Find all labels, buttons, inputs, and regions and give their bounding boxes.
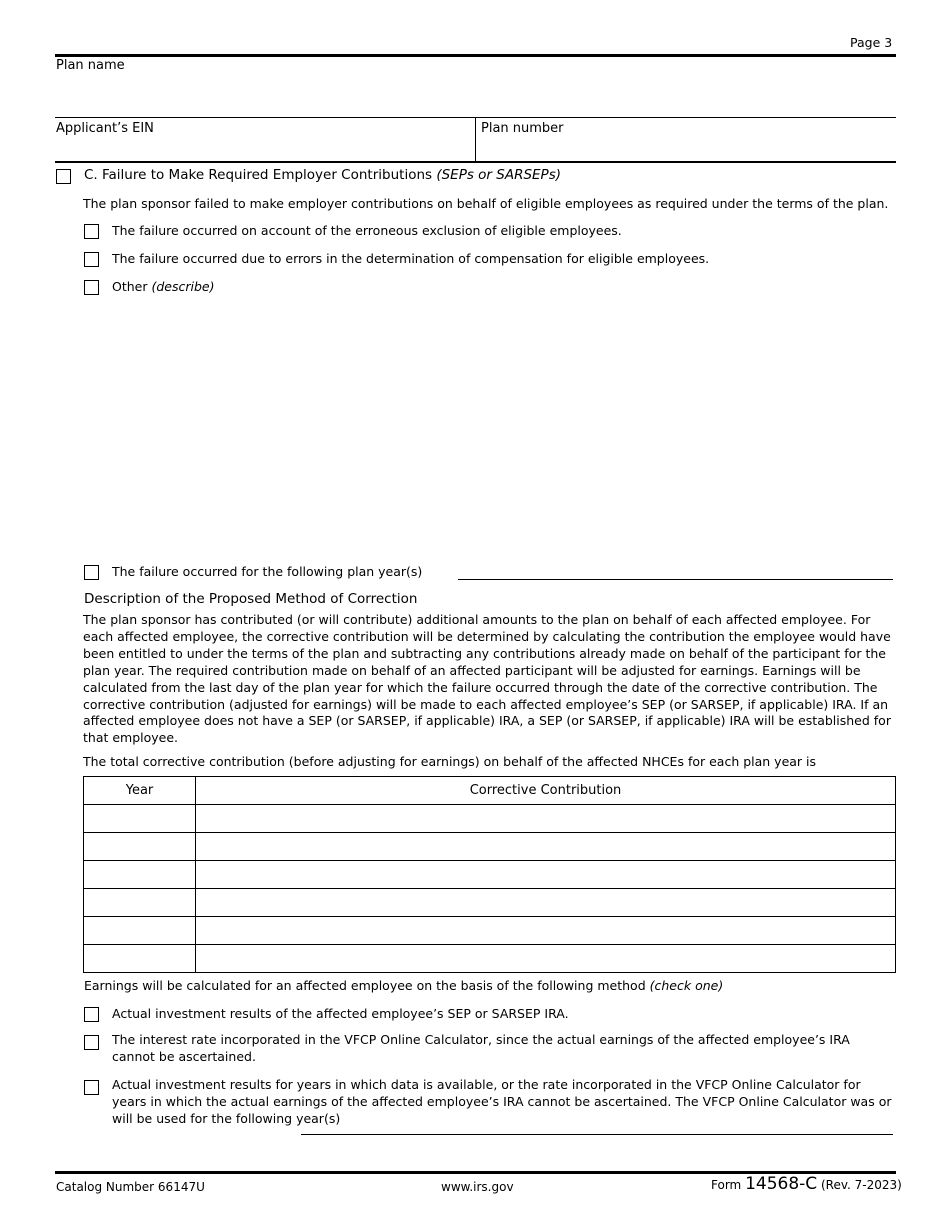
- identifiers-bottom-rule: [55, 161, 896, 163]
- table-row: [84, 861, 896, 889]
- actual-results-label: Actual investment results of the affected employee’s SEP or SARSEP IRA.: [112, 1006, 569, 1021]
- earnings-intro-text: Earnings will be calculated for an affected employee on the basis of the following method: [84, 978, 646, 993]
- plan-year-field[interactable]: [458, 558, 893, 578]
- plan-year-underline: [458, 579, 893, 580]
- year-cell[interactable]: [84, 889, 196, 917]
- earnings-intro-note: (check one): [649, 978, 724, 993]
- catalog-number: Catalog Number 66147U: [56, 1180, 205, 1194]
- plan-number-label: Plan number: [481, 121, 564, 136]
- plan-name-label: Plan name: [56, 58, 125, 73]
- header-rule: [55, 54, 896, 57]
- ein-label: Applicant’s EIN: [56, 121, 154, 136]
- exclusion-checkbox[interactable]: [84, 224, 99, 239]
- table-row: [84, 945, 896, 973]
- year-column-header: Year: [84, 777, 196, 805]
- contribution-cell[interactable]: [196, 917, 896, 945]
- correction-heading: Description of the Proposed Method of Correction: [84, 591, 418, 607]
- contribution-cell[interactable]: [196, 805, 896, 833]
- total-contribution-line: The total corrective contribution (before adjusting for earnings) on behalf of the affected NHCEs for each plan year is: [83, 754, 817, 769]
- table-row: [84, 833, 896, 861]
- contribution-cell[interactable]: [196, 889, 896, 917]
- contribution-cell[interactable]: [196, 945, 896, 973]
- ein-plan-number-divider: [475, 118, 476, 161]
- section-c-title-text: C. Failure to Make Required Employer Contributions: [84, 167, 433, 183]
- table-row: [84, 805, 896, 833]
- section-c-title: [84, 167, 561, 183]
- other-option-label: [112, 279, 215, 295]
- form-number: 14568-C: [745, 1174, 818, 1194]
- compensation-checkbox[interactable]: [84, 252, 99, 267]
- contribution-column-header: Corrective Contribution: [196, 777, 896, 805]
- vfcp-years-underline: [301, 1134, 893, 1135]
- section-c-intro: The plan sponsor failed to make employer contributions on behalf of eligible employees as required under the terms of the plan.: [83, 196, 889, 211]
- exclusion-option-label: The failure occurred on account of the erroneous exclusion of eligible employees.: [112, 223, 622, 238]
- plan-year-label: The failure occurred for the following plan year(s): [112, 564, 423, 579]
- year-cell[interactable]: [84, 805, 196, 833]
- section-c-title-note: (SEPs or SARSEPs): [436, 167, 562, 183]
- table-header-row: [84, 777, 896, 805]
- page-number: Page 3: [850, 35, 893, 50]
- plan-year-checkbox[interactable]: [84, 565, 99, 580]
- other-label-note: (describe): [151, 279, 215, 294]
- other-label-text: Other: [112, 279, 148, 294]
- year-cell[interactable]: [84, 833, 196, 861]
- combined-method-label: Actual investment results for years in which data is available, or the rate incorporated in the VFCP Online Calculator for years in which the actual earnings of the affected employee’s IRA cannot be ascertained. The VFCP Online Calculator was or will be used for the following year(s): [112, 1077, 892, 1126]
- plan-number-field[interactable]: [478, 138, 894, 160]
- other-checkbox[interactable]: [84, 280, 99, 295]
- vfcp-years-field[interactable]: [301, 1114, 893, 1134]
- correction-paragraph: The plan sponsor has contributed (or will contribute) additional amounts to the plan on behalf of each affected employee. For each affected employee, the corrective contribution will be determined by calculating the contribution the employee would have been entitled to under the terms of the plan and subtracting any contributions already made on behalf of the participant for the plan year. The required contribution made on behalf of an affected participant will be adjusted for earnings. Earnings will be calculated from the last day of the plan year for which the failure occurred through the date of the corrective contribution. The corrective contribution (adjusted for earnings) will be made to each affected employee’s SEP (or SARSEP, if applicable) IRA. If an affected employee does not have a SEP (or SARSEP, if applicable) IRA, a SEP (or SARSEP, if applicable) IRA will be established for that employee.: [83, 612, 891, 746]
- actual-results-checkbox[interactable]: [84, 1007, 99, 1022]
- corrective-contribution-table: [83, 776, 896, 973]
- year-cell[interactable]: [84, 861, 196, 889]
- combined-method-checkbox[interactable]: [84, 1080, 99, 1095]
- ein-field[interactable]: [55, 138, 473, 160]
- contribution-cell[interactable]: [196, 861, 896, 889]
- table-row: [84, 917, 896, 945]
- form-revision: (Rev. 7-2023): [820, 1178, 902, 1192]
- irs-website: www.irs.gov: [441, 1180, 514, 1194]
- vfcp-rate-checkbox[interactable]: [84, 1035, 99, 1050]
- other-description-area[interactable]: [112, 300, 894, 555]
- vfcp-rate-label: The interest rate incorporated in the VFCP Online Calculator, since the actual earnings of the affected employee’s IRA cannot be ascertained.: [112, 1032, 850, 1064]
- compensation-option-label: The failure occurred due to errors in the determination of compensation for eligible employees.: [112, 251, 710, 266]
- form-identifier: [711, 1174, 902, 1194]
- table-row: [84, 889, 896, 917]
- section-c-checkbox[interactable]: [56, 169, 71, 184]
- year-cell[interactable]: [84, 945, 196, 973]
- year-cell[interactable]: [84, 917, 196, 945]
- earnings-intro: [84, 978, 723, 994]
- contribution-cell[interactable]: [196, 833, 896, 861]
- form-prefix: Form: [711, 1178, 742, 1192]
- plan-name-field[interactable]: [55, 76, 895, 116]
